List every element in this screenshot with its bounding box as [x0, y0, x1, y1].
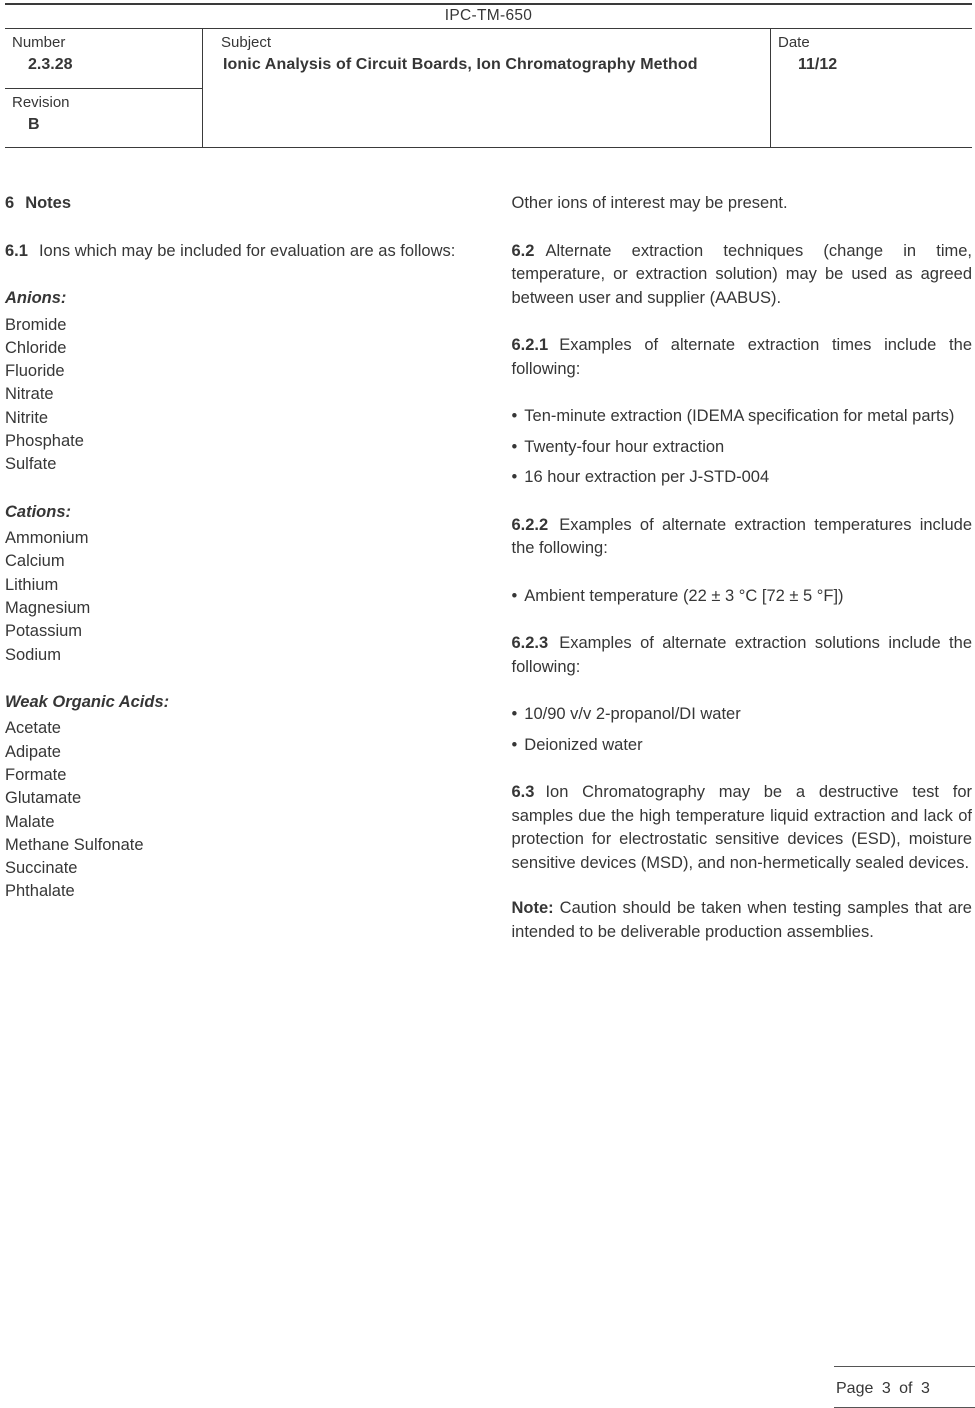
paragraph-6-3 [512, 781, 973, 875]
bullet-text: Ambient temperature (22 ± 3 °C [72 ± 5 °F]) [524, 586, 844, 605]
bullet-text: Twenty-four hour extraction [524, 437, 725, 456]
section-title: Notes [25, 194, 72, 212]
revision-cell [5, 89, 202, 147]
right-column [512, 192, 973, 968]
intro-paragraph: Other ions of interest may be present. [511, 194, 788, 212]
bullet-text: Ten-minute extraction (IDEMA specification for metal parts) [524, 407, 955, 425]
bullet-icon [512, 436, 525, 460]
list-item: Nitrite [5, 408, 49, 427]
bullet-group-6-2-2 [512, 585, 973, 609]
paragraph-6-2-3 [512, 632, 973, 679]
clause-text-6-2-1: Examples of alternate extraction times include the following: [511, 336, 972, 378]
list-item: Fluoride [5, 362, 65, 381]
list-item: Potassium [5, 622, 83, 641]
bullet-group-6-2-1 [512, 405, 973, 490]
clause-number-6-2-2: 6.2.2 [511, 515, 549, 534]
list-item: Succinate [5, 859, 78, 878]
bullet-text: Deionized water [524, 735, 643, 754]
list-item: Phthalate [5, 882, 75, 901]
clause-text-6-2-3: Examples of alternate extraction solutions include the following: [511, 634, 972, 676]
bullet-icon [512, 405, 525, 429]
list-item: Magnesium [5, 598, 91, 617]
document-body [5, 192, 972, 968]
page-footer [834, 1366, 975, 1408]
list-item: Ammonium [5, 529, 89, 548]
left-column [5, 192, 466, 968]
paragraph-6-1 [5, 240, 466, 264]
paragraph-6-2-1 [512, 334, 973, 381]
page-number: Page 3 of 3 [836, 1380, 930, 1397]
bullet-item [512, 703, 973, 727]
date-cell [771, 29, 972, 147]
number-value: 2.3.28 [28, 56, 73, 73]
list-item: Phosphate [5, 431, 84, 450]
bullet-item [512, 466, 973, 490]
section-heading-6 [5, 192, 466, 216]
clause-number-6-2: 6.2 [511, 241, 535, 260]
header-left-column [5, 29, 203, 147]
list-item: Adipate [5, 742, 61, 761]
list-item: Formate [5, 765, 67, 784]
list-item: Chloride [5, 338, 67, 357]
bullet-item [512, 405, 973, 429]
list-item: Acetate [5, 719, 61, 738]
list-item: Bromide [5, 315, 67, 334]
list-item: Nitrate [5, 385, 54, 404]
date-value: 11/12 [798, 56, 838, 73]
bullet-icon [512, 703, 525, 727]
header-table [5, 3, 972, 148]
bullet-group-6-2-3 [512, 703, 973, 757]
note-paragraph [512, 897, 973, 944]
cations-list [5, 527, 466, 667]
subject-label: Subject [221, 34, 272, 51]
bullet-text: 10/90 v/v 2-propanol/DI water [524, 705, 741, 723]
clause-text-6-2-2: Examples of alternate extraction temperatures include the following: [511, 515, 972, 557]
revision-label: Revision [12, 94, 70, 111]
subject-value: Ionic Analysis of Circuit Boards, Ion Chromatography Method [223, 56, 698, 73]
header-grid [5, 29, 972, 147]
revision-value: B [28, 116, 40, 133]
clause-number-6-2-3: 6.2.3 [511, 634, 549, 652]
date-label: Date [778, 34, 810, 51]
number-label: Number [12, 34, 66, 51]
list-item: Lithium [5, 575, 59, 594]
note-text: Caution should be taken when testing samples that are intended to be deliverable production assemblies. [511, 899, 972, 941]
note-label: Note: [511, 899, 554, 917]
weak-organic-acids-heading: Weak Organic Acids: [5, 692, 170, 711]
anions-group [5, 287, 466, 477]
anions-heading: Anions: [5, 289, 67, 307]
list-item: Sulfate [5, 455, 57, 474]
weak-organic-acids-list [5, 717, 466, 903]
paragraph-6-2-2 [512, 514, 973, 561]
subject-cell [203, 29, 771, 147]
bullet-item [512, 734, 973, 758]
bullet-icon [512, 734, 525, 758]
paragraph-6-2 [512, 240, 973, 311]
doc-title: IPC-TM-650 [5, 5, 972, 29]
bullet-text: 16 hour extraction per J-STD-004 [524, 468, 770, 486]
list-item: Glutamate [5, 789, 82, 808]
cations-heading: Cations: [5, 502, 71, 521]
bullet-icon [512, 585, 525, 609]
clause-number-6-2-1: 6.2.1 [511, 336, 549, 354]
list-item: Malate [5, 812, 55, 831]
section-number: 6 [5, 194, 15, 212]
cations-group [5, 501, 466, 667]
clause-text-6-3: Ion Chromatography may be a destructive test for samples due the high temperature liquid extraction and lack of protection for electrostatic sensitive devices (ESD), moisture sensitive devices (MSD), and non-hermetically sealed devices. [511, 783, 972, 872]
clause-number-6-1: 6.1 [5, 241, 28, 260]
list-item: Sodium [5, 645, 61, 664]
list-item: Methane Sulfonate [5, 835, 144, 854]
number-cell [5, 29, 202, 89]
anions-list [5, 314, 466, 477]
bullet-item [512, 436, 973, 460]
bullet-icon [512, 466, 525, 490]
clause-text-6-2: Alternate extraction techniques (change in time, temperature, or extraction solution) may be used as agreed between user and supplier (AABUS). [511, 241, 972, 307]
weak-organic-acids-group [5, 691, 466, 904]
clause-text-6-1: Ions which may be included for evaluation are as follows: [38, 241, 456, 260]
bullet-item [512, 585, 973, 609]
clause-number-6-3: 6.3 [511, 783, 535, 801]
list-item: Calcium [5, 552, 65, 571]
